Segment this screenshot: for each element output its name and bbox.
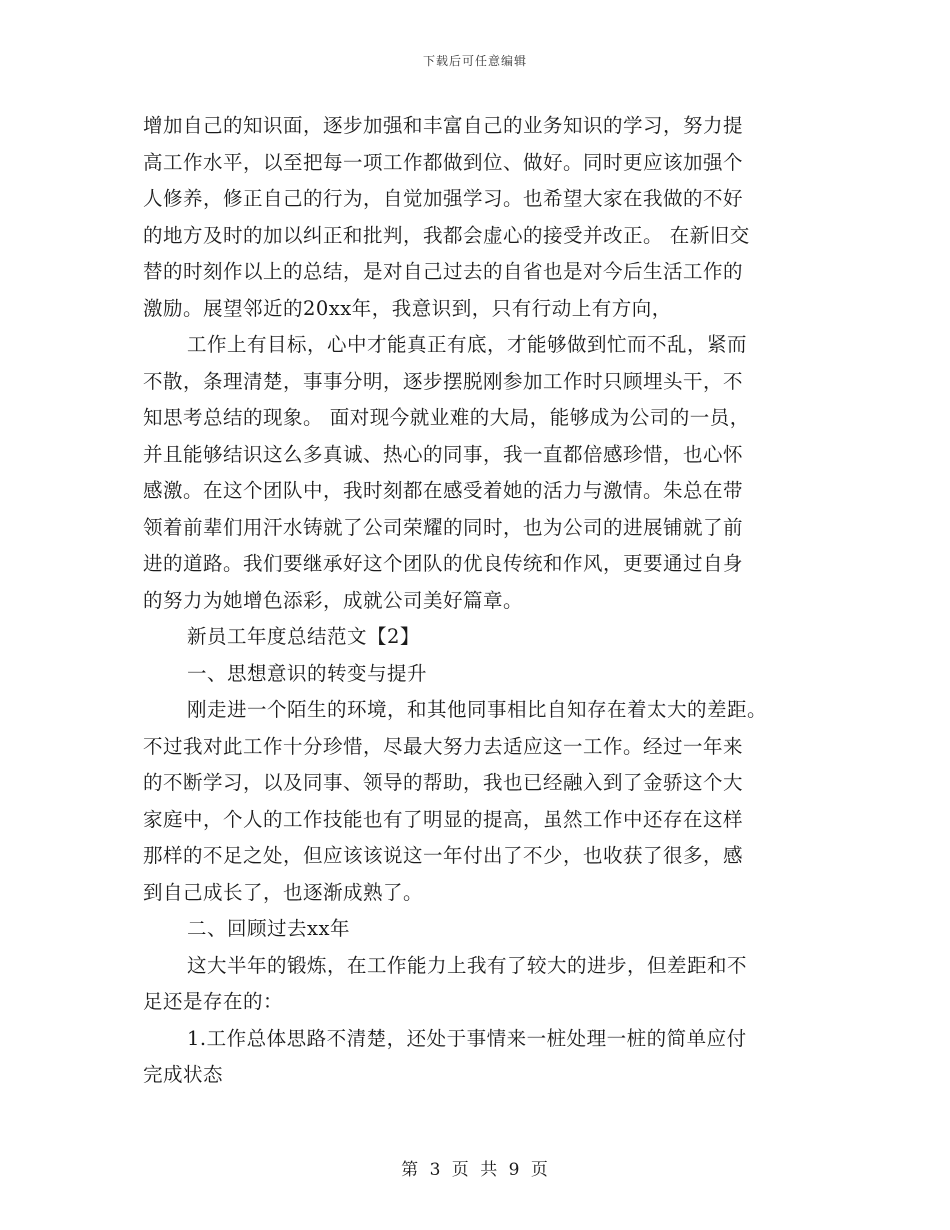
text-line: 那样的不足之处，但应该该说这一年付出了不少，也收获了很多，感 (143, 844, 744, 867)
text-line: 知思考总结的现象。 面对现今就业难的大局，能够成为公司的一员， (143, 406, 750, 429)
text-line: 进的道路。我们要继承好这个团队的优良传统和作风，更要通过自身 (143, 552, 744, 575)
text-line: 领着前辈们用汗水铸就了公司荣耀的同时，也为公司的进展铺就了前 (143, 515, 744, 539)
list-item: 1.工作总体思路不清楚，还处于事情来一桩处理一桩的简单应付 (187, 1026, 747, 1050)
text-line: 的地方及时的加以纠正和批判，我都会虚心的接受并改正。 在新旧交 (143, 223, 750, 247)
section-heading: 一、思想意识的转变与提升 (187, 661, 428, 685)
section-heading: 二、回顾过去xx年 (187, 917, 350, 940)
text-line: 家庭中，个人的工作技能也有了明显的提高，虽然工作中还存在这样 (143, 807, 744, 831)
text-line: 高工作水平，以至把每一项工作都做到位、做好。同时更应该加强个 (143, 150, 744, 174)
text-line: 足还是存在的： (143, 990, 284, 1013)
text-line: 刚走进一个陌生的环境，和其他同事相比自知存在着太大的差距。 (187, 698, 768, 721)
text-line: 感激。在这个团队中，我时刻都在感受着她的活力与激情。朱总在带 (143, 479, 744, 502)
text-line: 替的时刻作以上的总结，是对自己过去的自省也是对今后生活工作的 (143, 260, 744, 283)
text-line: 工作上有目标，心中才能真正有底，才能够做到忙而不乱，紧而 (187, 333, 748, 356)
text-line: 增加自己的知识面，逐步加强和丰富自己的业务知识的学习，努力提 (143, 114, 744, 137)
section-title: 新员工年度总结范文【2】 (187, 625, 420, 648)
text-line: 激励。展望邻近的20xx年，我意识到，只有行动上有方向， (143, 296, 672, 320)
text-line: 不散，条理清楚，事事分明，逐步摆脱刚参加工作时只顾埋头干，不 (143, 369, 744, 393)
text-line: 到自己成长了，也逐渐成熟了。 (143, 880, 424, 904)
text-line: 的努力为她增色添彩，成就公司美好篇章。 (143, 588, 524, 612)
text-line: 这大半年的锻炼，在工作能力上我有了较大的进步，但差距和不 (187, 953, 748, 977)
text-line: 人修养，修正自己的行为，自觉加强学习。也希望大家在我做的不好 (143, 187, 744, 210)
text-line: 完成状态 (143, 1063, 224, 1086)
document-body (143, 108, 803, 1094)
page-header: 下载后可任意编辑 (422, 54, 527, 68)
text-line: 并且能够结识这么多真诚、热心的同事，我一直都倍感珍惜，也心怀 (143, 442, 744, 466)
text-line: 的不断学习，以及同事、领导的帮助，我也已经融入到了金骄这个大 (143, 771, 744, 794)
page-number: 第 3 页 共 9 页 (401, 1160, 549, 1180)
text-line: 不过我对此工作十分珍惜，尽最大努力去适应这一工作。经过一年来 (143, 734, 744, 758)
